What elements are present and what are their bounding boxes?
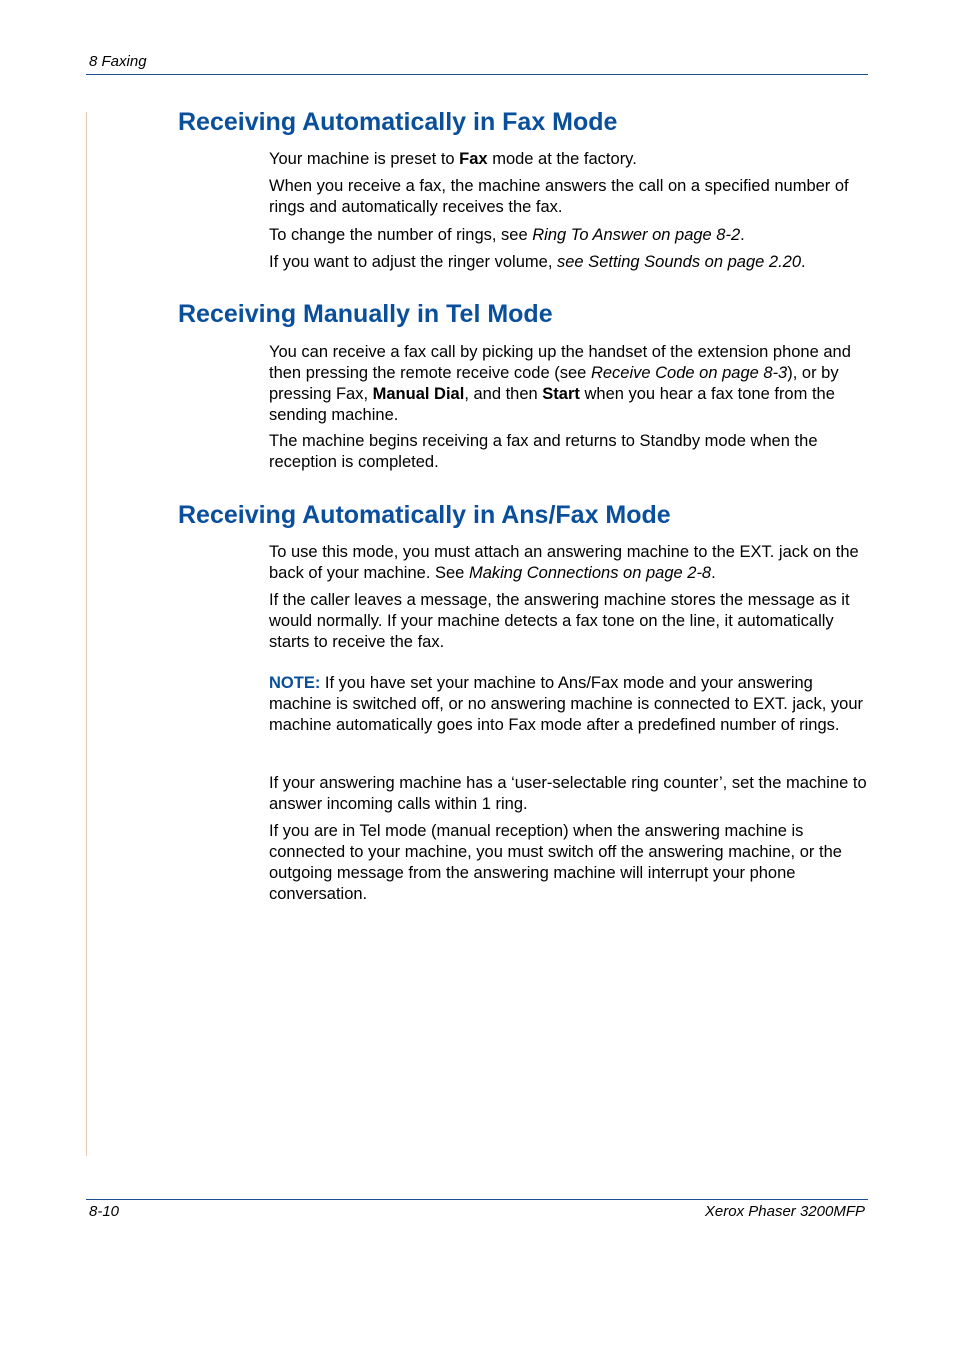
footer-divider [86, 1199, 868, 1200]
paragraph: Your machine is preset to Fax mode at the factory. [269, 150, 637, 168]
paragraph: You can receive a fax call by picking up the handset of the extension phone and then pressing the remote receive code (see Receive Code on page 8-3), or by pressing Fax, Manual Dial, and then Start when you hear a fax tone from the sending machine. [269, 343, 851, 424]
header-divider [86, 74, 868, 75]
page-number: 8-10 [89, 1203, 120, 1220]
cross-reference-link[interactable]: Ring To Answer on page 8-2 [532, 226, 741, 244]
cross-reference-link[interactable]: see Setting Sounds on page 2.20 [557, 253, 802, 271]
margin-rule [86, 112, 87, 1156]
note-label: NOTE: [269, 674, 321, 692]
cross-reference-link[interactable]: Receive Code on page 8-3 [590, 364, 788, 382]
note-paragraph: NOTE: If you have set your machine to Ans/Fax mode and your answering machine is switched off, or no answering machine is connected to EXT. jack, your machine automatically goes into Fax mode after a predefined number of rings. [269, 674, 863, 734]
product-name: Xerox Phaser 3200MFP [704, 1203, 865, 1220]
section-title-fax-mode: Receiving Automatically in Fax Mode [178, 108, 618, 136]
paragraph: If the caller leaves a message, the answering machine stores the message as it would normally. If your machine detects a fax tone on the line, it automatically starts to receive the fax. [269, 591, 850, 651]
paragraph: If you are in Tel mode (manual reception) when the answering machine is connected to your machine, you must switch off the answering machine, or the outgoing message from the answering machine will interrupt your phone conversation. [269, 822, 842, 903]
paragraph: If your answering machine has a ‘user-selectable ring counter’, set the machine to answer incoming calls within 1 ring. [269, 774, 867, 813]
paragraph: The machine begins receiving a fax and returns to Standby mode when the reception is completed. [269, 432, 818, 471]
paragraph: When you receive a fax, the machine answers the call on a specified number of rings and automatically receives the fax. [269, 177, 849, 216]
cross-reference-link[interactable]: Making Connections on page 2-8 [468, 564, 712, 582]
paragraph: To use this mode, you must attach an answering machine to the EXT. jack on the back of your machine. See Making Connections on page 2-8. [269, 543, 859, 582]
running-header: 8 Faxing [89, 53, 147, 70]
section-title-tel-mode: Receiving Manually in Tel Mode [178, 300, 553, 328]
section-title-ans-fax-mode: Receiving Automatically in Ans/Fax Mode [178, 501, 671, 529]
paragraph: If you want to adjust the ringer volume, see Setting Sounds on page 2.20. [269, 253, 806, 271]
paragraph: To change the number of rings, see Ring To Answer on page 8-2. [269, 226, 745, 244]
